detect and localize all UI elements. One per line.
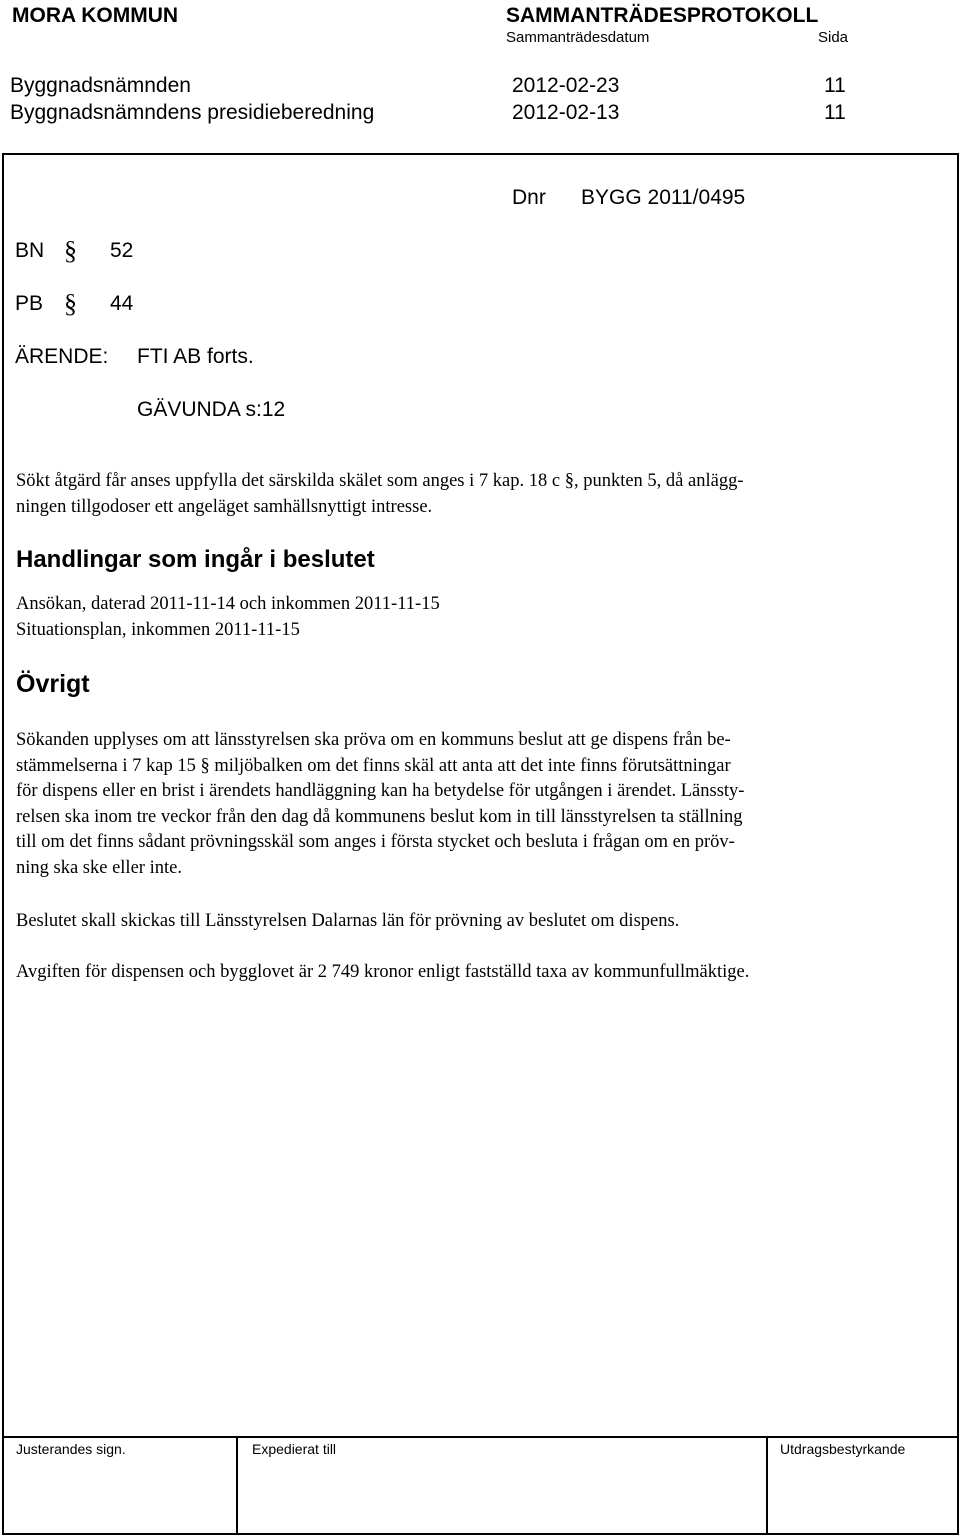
page-label: Sida bbox=[818, 29, 849, 46]
intro-paragraph bbox=[16, 469, 888, 520]
committee-name: Byggnadsnämnden bbox=[10, 74, 191, 97]
document-item: Ansökan, daterad 2011-11-14 och inkommen 2011-11-15 bbox=[16, 594, 440, 614]
other-paragraph-3 bbox=[16, 960, 888, 986]
documents-list bbox=[16, 592, 888, 643]
dispatched-to-label: Expedierat till bbox=[252, 1441, 337, 1457]
committee-date: 2012-02-23 bbox=[512, 74, 620, 97]
presidium-date: 2012-02-13 bbox=[512, 101, 620, 124]
footer-divider bbox=[236, 1436, 238, 1535]
extract-certification-label: Utdragsbestyrkande bbox=[780, 1441, 906, 1457]
footer-divider bbox=[766, 1436, 768, 1535]
intro-line: ningen tillgodoser ett angeläget samhällsnyttigt intresse. bbox=[16, 496, 433, 517]
arende-value: FTI AB forts. bbox=[137, 345, 254, 368]
pb-section-icon: § bbox=[64, 289, 77, 318]
document-type: SAMMANTRÄDESPROTOKOLL bbox=[506, 4, 819, 27]
other-paragraph-2 bbox=[16, 909, 888, 935]
paragraph-line: relsen ska inom tre veckor från den dag då kommunens beslut kom in till länsstyrelsen ta ställning bbox=[16, 806, 743, 827]
bn-section-icon: § bbox=[64, 236, 77, 265]
dnr-label: Dnr bbox=[512, 186, 546, 209]
property-designation: GÄVUNDA s:12 bbox=[137, 398, 286, 421]
intro-line: Sökt åtgärd får anses uppfylla det särskilda skälet som anges i 7 kap. 18 c §, punkten 5, då anlägg- bbox=[16, 471, 744, 491]
documents-heading: Handlingar som ingår i beslutet bbox=[16, 546, 375, 573]
pb-label: PB bbox=[15, 292, 44, 315]
other-paragraph-1 bbox=[16, 728, 888, 881]
paragraph-line: Avgiften för dispensen och bygglovet är 2 749 kronor enligt fastställd taxa av kommunfullmäktige. bbox=[16, 962, 750, 982]
paragraph-line: Sökanden upplyses om att länsstyrelsen ska pröva om en kommuns beslut att ge dispens från be- bbox=[16, 730, 731, 750]
presidium-page: 11 bbox=[824, 101, 846, 124]
paragraph-line: till om det finns sådant prövningsskäl som anges i första stycket och besluta i frågan om en pröv- bbox=[16, 832, 735, 852]
bn-label: BN bbox=[15, 239, 45, 262]
presidium-name: Byggnadsnämndens presidieberedning bbox=[10, 101, 375, 124]
document-item: Situationsplan, inkommen 2011-11-15 bbox=[16, 619, 300, 640]
pb-value: 44 bbox=[110, 292, 134, 315]
meeting-date-label: Sammanträdesdatum bbox=[506, 29, 650, 46]
arende-label: ÄRENDE: bbox=[15, 345, 109, 368]
paragraph-line: Beslutet skall skickas till Länsstyrelsen Dalarnas län för prövning av beslutet om dispens. bbox=[16, 911, 680, 931]
adjuster-signature-label: Justerandes sign. bbox=[16, 1441, 126, 1457]
paragraph-line: ning ska ske eller inte. bbox=[16, 857, 182, 878]
paragraph-line: för dispens eller en brist i ärendets handläggning kan ha betydelse för utgången i ärendet. Länssty- bbox=[16, 781, 745, 801]
organization-name: MORA KOMMUN bbox=[12, 4, 179, 27]
other-heading: Övrigt bbox=[16, 670, 90, 698]
committee-page: 11 bbox=[824, 74, 846, 97]
paragraph-line: stämmelserna i 7 kap 15 § miljöbalken om det finns skäl att anta att det inte finns förutsättningar bbox=[16, 755, 731, 776]
dnr-value: BYGG 2011/0495 bbox=[581, 186, 746, 209]
bn-value: 52 bbox=[110, 239, 134, 262]
